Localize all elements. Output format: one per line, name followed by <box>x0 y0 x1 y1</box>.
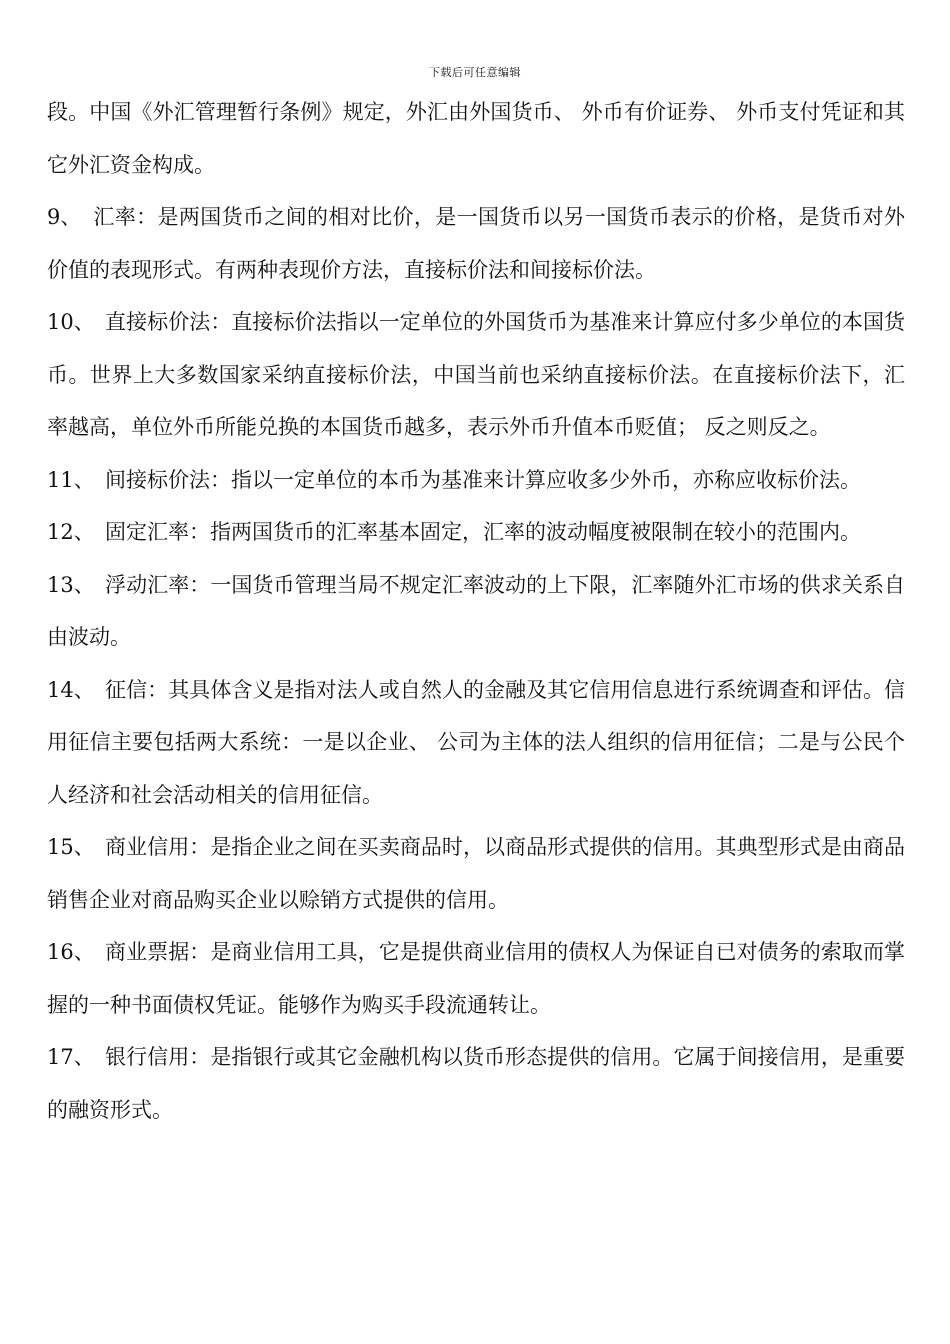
paragraph-continuation <box>47 86 905 191</box>
document-body <box>47 86 905 1136</box>
definition-10 <box>47 296 905 454</box>
definition-9 <box>47 191 905 296</box>
item-number: 14、 <box>47 677 95 702</box>
definition-12 <box>47 506 905 559</box>
definition-17 <box>47 1031 905 1136</box>
paragraph-text: 商业信用：是指企业之间在买卖商品时，以商品形式提供的信用。其典型形式是由商品销售企业对商品购买企业以赊销方式提供的信用。 <box>47 835 905 912</box>
paragraph-text: 汇率：是两国货币之间的相对比价，是一国货币以另一国货币表示的价格，是货币对外价值的表现形式。有两种表现价方法，直接标价法和间接标价法。 <box>47 205 905 282</box>
paragraph-text: 征信：其具体含义是指对法人或自然人的金融及其它信用信息进行系统调查和评估。信用征信主要包括两大系统：一是以企业、 公司为主体的法人组织的信用征信；二是与公民个人经济和社会活动相关的信用征信。 <box>47 677 905 807</box>
definition-13 <box>47 559 905 664</box>
item-number: 13、 <box>47 572 95 597</box>
definition-11 <box>47 454 905 507</box>
item-number: 17、 <box>47 1045 95 1069</box>
paragraph-text: 直接标价法：直接标价法指以一定单位的外国货币为基准来计算应付多少单位的本国货币。世界上大多数国家采纳直接标价法，中国当前也采纳直接标价法。在直接标价法下，汇率越高，单位外币所能兑换的本国货币越多，表示外币升值本币贬值； 反之则反之。 <box>47 310 905 439</box>
paragraph-text: 间接标价法：指以一定单位的本币为基准来计算应收多少外币，亦称应收标价法。 <box>105 467 861 492</box>
item-number: 16、 <box>47 940 95 964</box>
item-number: 9、 <box>47 205 82 229</box>
paragraph-text: 浮动汇率：一国货币管理当局不规定汇率波动的上下限，汇率随外汇市场的供求关系自由波动。 <box>47 572 905 649</box>
paragraph-text: 银行信用：是指银行或其它金融机构以货币形态提供的信用。它属于间接信用，是重要的融资形式。 <box>47 1045 905 1122</box>
paragraph-text: 商业票据：是商业信用工具，它是提供商业信用的债权人为保证自已对债务的索取而掌握的一种书面债权凭证。能够作为购买手段流通转让。 <box>47 940 905 1017</box>
item-number: 15、 <box>47 835 95 859</box>
paragraph-text: 固定汇率：指两国货币的汇率基本固定，汇率的波动幅度被限制在较小的范围内。 <box>105 520 861 544</box>
page-header: 下载后可任意编辑 <box>429 66 521 79</box>
definition-16 <box>47 926 905 1031</box>
definition-15 <box>47 821 905 926</box>
item-number: 11、 <box>47 467 95 492</box>
paragraph-text: 段。中国《外汇管理暂行条例》规定，外汇由外国货币、 外币有价证券、 外币支付凭证和其它外汇资金构成。 <box>47 100 905 177</box>
item-number: 10、 <box>47 310 95 334</box>
item-number: 12、 <box>47 520 95 544</box>
definition-14 <box>47 664 905 822</box>
